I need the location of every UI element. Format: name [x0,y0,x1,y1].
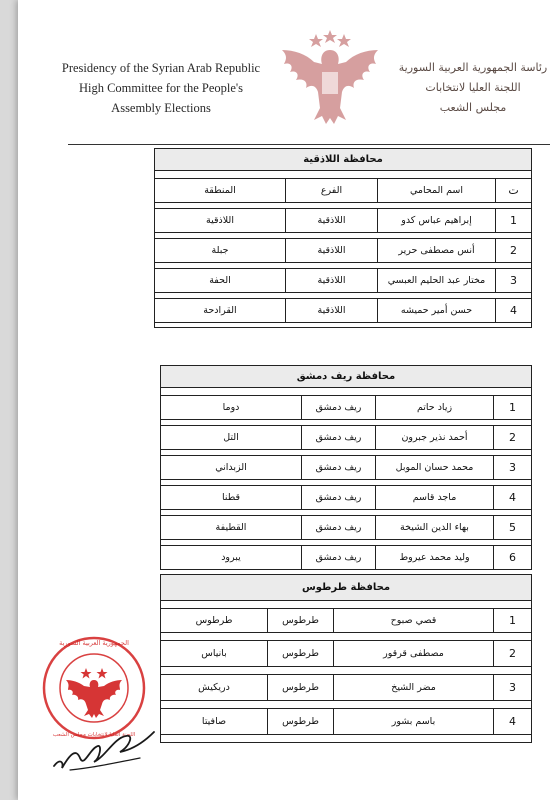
table-row [161,675,532,701]
row-name: بهاء الدين الشيخة [376,516,494,540]
header-ar-line2: اللجنة العليا لانتخابات [425,81,521,94]
table-row [161,426,532,450]
row-name: مختار عبد الحليم العبسي [378,269,496,293]
row-num: 6 [494,546,532,570]
table-row [155,269,532,293]
table-row [161,546,532,570]
row-region: يبرود [161,546,302,570]
row-num: 1 [494,609,532,633]
header-region: المنطقة [155,179,286,203]
row-name: مضر الشيخ [334,675,494,701]
row-branch: طرطوس [268,641,334,667]
row-name: مصطفى قرقور [334,641,494,667]
row-num: 1 [496,209,532,233]
row-region: دريكيش [161,675,268,701]
row-num: 2 [494,426,532,450]
row-num: 5 [494,516,532,540]
table-row [155,239,532,263]
row-region: اللاذقية [155,209,286,233]
row-branch: ريف دمشق [302,426,376,450]
row-region: الحفة [155,269,286,293]
tartus-table [160,574,532,743]
row-region: التل [161,426,302,450]
header-en-line2: High Committee for the People's [78,81,244,95]
row-name: ماجد قاسم [376,486,494,510]
row-region: جبلة [155,239,286,263]
header-name: اسم المحامي [378,179,496,203]
header-english [56,58,266,118]
latakia-table [154,148,532,328]
table-row [161,709,532,735]
row-branch: طرطوس [268,709,334,735]
row-name: محمد حسان الموبل [376,456,494,480]
row-num: 1 [494,396,532,420]
seal-text-top: الجمهورية العربية السورية [59,639,129,647]
table-title: محافظة طرطوس [161,575,532,601]
table-row [161,641,532,667]
row-name: حسن أمير حميشه [378,299,496,323]
row-branch: ريف دمشق [302,516,376,540]
row-num: 4 [496,299,532,323]
row-branch: اللاذقية [286,299,378,323]
row-name: إبراهيم عباس كدو [378,209,496,233]
row-branch: ريف دمشق [302,396,376,420]
row-region: القرادحة [155,299,286,323]
table-row [161,456,532,480]
row-name: زياد حاتم [376,396,494,420]
row-num: 3 [496,269,532,293]
row-name: أنس مصطفى حرير [378,239,496,263]
seal-text-bottom: اللجنة العليا لانتخابات مجلس الشعب [52,732,136,738]
row-name: قصي صبوح [334,609,494,633]
row-branch: ريف دمشق [302,486,376,510]
row-num: 4 [494,486,532,510]
table-title: محافظة اللاذقية [155,149,532,171]
row-region: طرطوس [161,609,268,633]
row-name: باسم بشور [334,709,494,735]
row-name: وليد محمد عيروط [376,546,494,570]
table-title: محافظة ريف دمشق [161,366,532,388]
row-branch: ريف دمشق [302,456,376,480]
row-branch: اللاذقية [286,269,378,293]
row-region: الزبداني [161,456,302,480]
rif-dimashq-table [160,365,532,570]
eagle-emblem-icon [276,28,384,132]
row-num: 3 [494,675,532,701]
row-region: القطيفة [161,516,302,540]
row-region: قطنا [161,486,302,510]
header-divider [68,144,550,145]
row-branch: طرطوس [268,609,334,633]
row-branch: اللاذقية [286,209,378,233]
header-branch: الفرع [286,179,378,203]
table-row [161,516,532,540]
row-num: 2 [494,641,532,667]
header-ar-line1: رئاسة الجمهورية العربية السورية [398,61,548,74]
table-header-row [155,179,532,203]
row-num: 4 [494,709,532,735]
row-region: بانياس [161,641,268,667]
row-branch: اللاذقية [286,239,378,263]
row-region: دوما [161,396,302,420]
table-row [161,609,532,633]
signature-icon [50,718,160,778]
row-num: 3 [494,456,532,480]
header-en-line1: Presidency of the Syrian Arab Republic [61,61,261,75]
header-num: ت [496,179,532,203]
table-row [161,396,532,420]
header-arabic [398,58,548,118]
table-row [161,486,532,510]
table-row [155,209,532,233]
row-name: أحمد نذير جبرون [376,426,494,450]
row-branch: ريف دمشق [302,546,376,570]
row-branch: طرطوس [268,675,334,701]
row-region: صافيتا [161,709,268,735]
table-row [155,299,532,323]
header-ar-line3: مجلس الشعب [439,101,507,114]
row-num: 2 [496,239,532,263]
header-en-line3: Assembly Elections [111,101,211,115]
